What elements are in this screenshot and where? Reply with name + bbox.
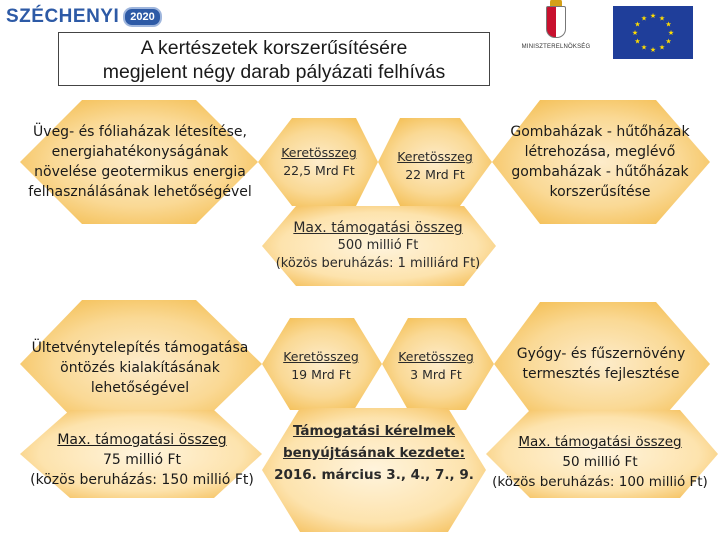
call-orchard-line-3: lehetőségével — [90, 380, 190, 396]
submission-start — [268, 420, 480, 486]
call-greenhouse — [20, 122, 260, 202]
submission-start-line-1: Támogatási kérelmek — [292, 423, 456, 439]
call-orchard-line-2: öntözés kialakításának — [60, 360, 220, 376]
budget-orchard-label: Keretösszeg — [283, 349, 359, 364]
call-greenhouse-line-1: Üveg- és fóliaházak létesítése, — [33, 124, 247, 140]
budget-greenhouse-label: Keretösszeg — [281, 145, 357, 160]
budget-orchard — [262, 348, 380, 384]
svg-text:★: ★ — [649, 46, 657, 54]
svg-text:★: ★ — [649, 12, 657, 20]
budget-herbs — [384, 348, 488, 384]
budget-orchard-value: 19 Mrd Ft — [291, 367, 351, 382]
max-support-herbs-value: 50 millió Ft — [562, 454, 638, 470]
max-support-orchard-value: 75 millió Ft — [102, 452, 182, 468]
svg-text:★: ★ — [640, 14, 648, 23]
max-support-herbs — [484, 432, 716, 492]
max-support-top-value: 500 millió Ft — [337, 238, 419, 253]
submission-start-dates: 2016. március 3., 4., 7., 9. — [274, 467, 474, 483]
budget-mushroom-value: 22 Mrd Ft — [405, 167, 465, 182]
svg-text:★: ★ — [658, 14, 666, 23]
ministry-logo — [520, 6, 592, 66]
svg-text:★: ★ — [665, 20, 672, 29]
call-greenhouse-line-3: növelése geotermikus energia — [34, 164, 246, 180]
max-support-orchard — [20, 430, 264, 490]
call-greenhouse-line-4: felhasználásának lehetőségével — [28, 184, 252, 200]
eu-flag-icon — [613, 6, 693, 59]
ministry-logo-text: MINISZTERELNÖKSÉG — [521, 44, 591, 50]
svg-text:★: ★ — [631, 29, 639, 37]
max-support-top-note: (közös beruházás: 1 milliárd Ft) — [275, 256, 481, 271]
max-support-herbs-label: Max. támogatási összeg — [518, 434, 682, 450]
call-mushroom-line-2: létrehozása, meglévő — [524, 144, 676, 160]
call-mushroom-line-4: korszerűsítése — [549, 184, 651, 200]
call-herbs — [490, 344, 712, 384]
max-support-orchard-note: (közös beruházás: 150 millió Ft) — [30, 472, 254, 488]
call-greenhouse-line-2: energiahatékonyságának — [51, 144, 229, 160]
szechenyi-logo — [6, 3, 162, 31]
budget-herbs-value: 3 Mrd Ft — [410, 367, 462, 382]
call-mushroom — [480, 122, 720, 202]
call-orchard-line-1: Ültetvénytelepítés támogatása — [31, 340, 249, 356]
submission-start-line-2: benyújtásának kezdete: — [282, 445, 466, 461]
budget-greenhouse-value: 22,5 Mrd Ft — [283, 163, 355, 178]
svg-text:★: ★ — [640, 43, 648, 52]
page-title-line-2: megjelent négy darab pályázati felhívás — [102, 61, 446, 83]
call-orchard — [20, 338, 260, 398]
svg-text:★: ★ — [667, 29, 675, 37]
svg-text:★: ★ — [658, 43, 666, 52]
call-herbs-line-1: Gyógy- és fűszernövény — [516, 346, 686, 362]
max-support-top — [262, 219, 494, 273]
budget-mushroom-label: Keretösszeg — [397, 149, 473, 164]
budget-greenhouse — [262, 144, 376, 180]
szechenyi-logo-text: SZÉCHENYI — [6, 6, 120, 27]
svg-text:★: ★ — [634, 37, 641, 46]
szechenyi-logo-badge: 2020 — [123, 7, 161, 27]
page-title-line-1: A kertészetek korszerűsítésére — [140, 37, 408, 59]
call-mushroom-line-1: Gombaházak - hűtőházak — [510, 124, 690, 140]
budget-mushroom — [384, 148, 486, 184]
call-mushroom-line-3: gombaházak - hűtőházak — [511, 164, 689, 180]
max-support-herbs-note: (közös beruházás: 100 millió Ft) — [492, 474, 708, 490]
page-title — [58, 32, 490, 86]
call-herbs-line-2: termesztés fejlesztése — [522, 366, 680, 382]
svg-text:★: ★ — [665, 37, 672, 46]
hungarian-crest-icon — [546, 6, 566, 38]
max-support-orchard-label: Max. támogatási összeg — [57, 432, 227, 448]
budget-herbs-label: Keretösszeg — [398, 349, 474, 364]
max-support-top-label: Max. támogatási összeg — [293, 220, 463, 236]
svg-text:★: ★ — [634, 20, 641, 29]
